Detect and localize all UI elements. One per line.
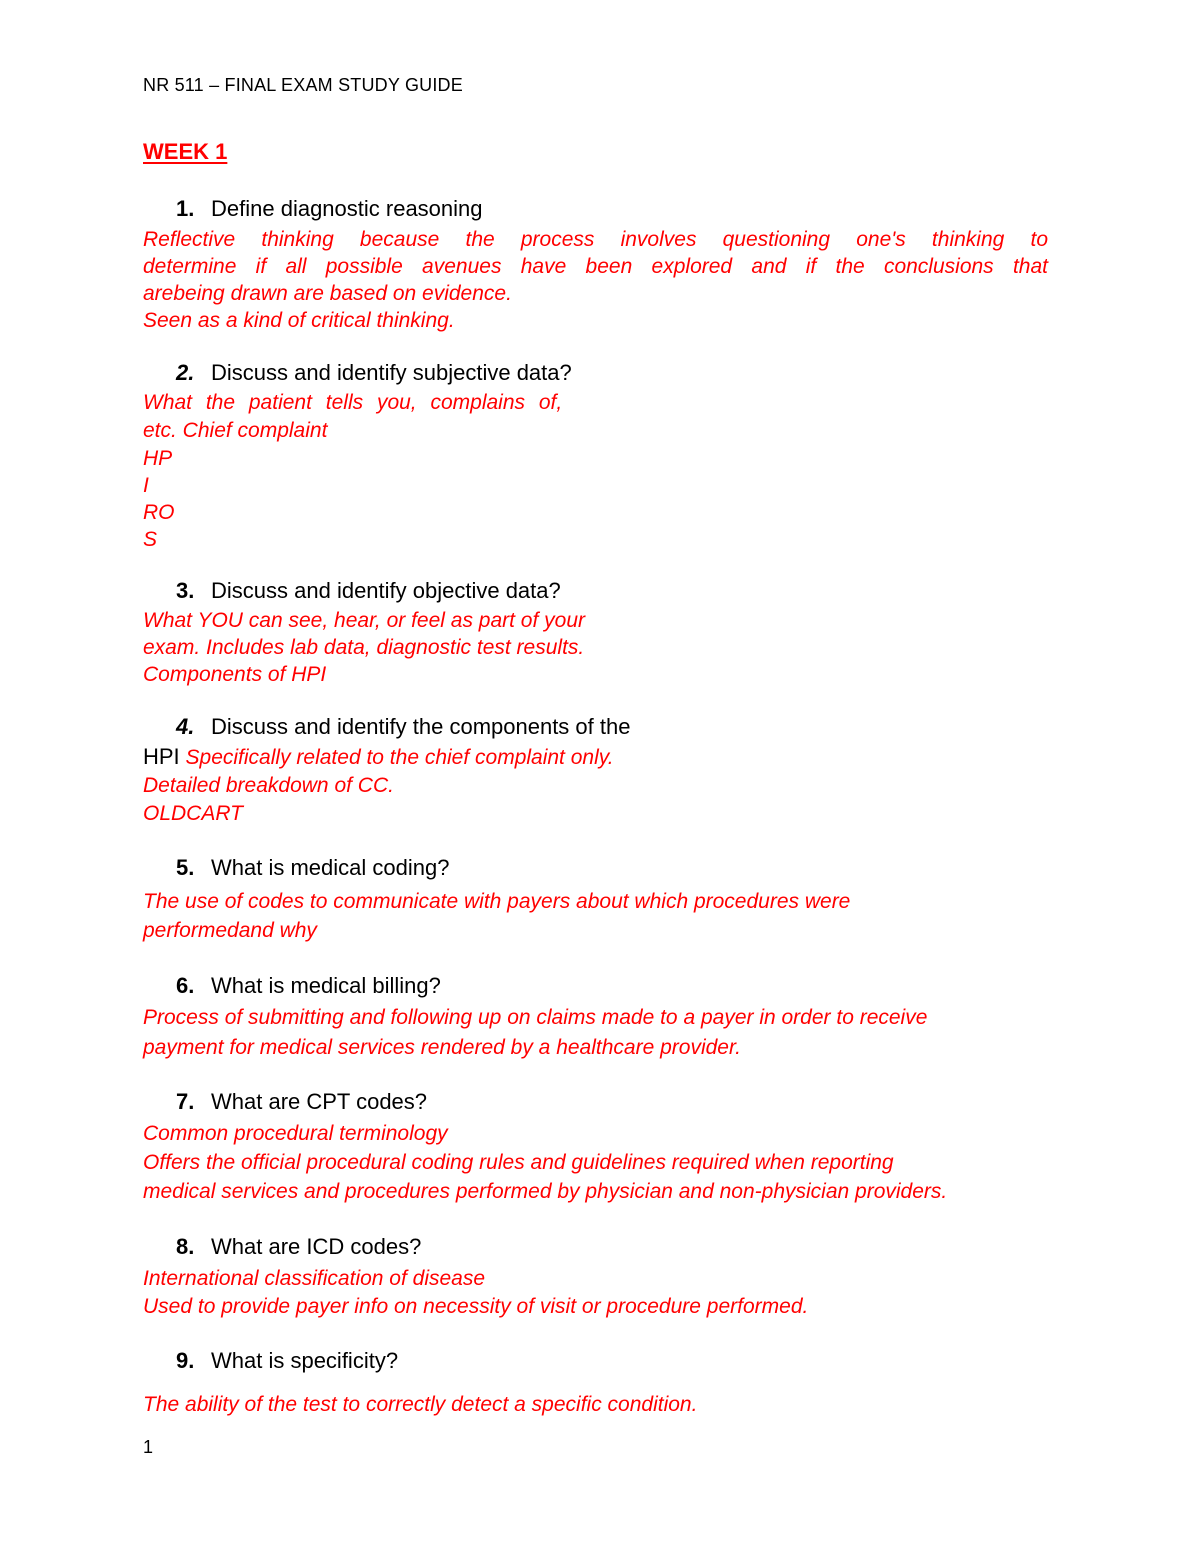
question-8 (176, 1234, 421, 1260)
question-number: 7. (176, 1089, 195, 1114)
answer-8-line-2: Used to provide payer info on necessity of visit or procedure performed. (143, 1295, 809, 1318)
answer-2-line-5: RO (143, 501, 175, 524)
page-number: 1 (143, 1437, 154, 1457)
question-continuation: HPI (143, 744, 180, 769)
answer-3-line-3: Components of HPI (143, 663, 327, 686)
question-number: 8. (176, 1234, 195, 1259)
question-number: 6. (176, 973, 195, 998)
answer-2-line-2: etc. Chief complaint (143, 419, 328, 442)
question-text: What is medical billing? (211, 973, 441, 998)
answer-7-line-1: Common procedural terminology (143, 1122, 448, 1145)
section-heading: WEEK 1 (143, 139, 228, 164)
question-5 (176, 855, 449, 881)
question-number: 2. (176, 360, 195, 385)
answer-7-line-3: medical services and procedures performed by physician and non-physician providers. (143, 1180, 948, 1203)
answer-2-line-1: What the patient tells you, complains of, (143, 391, 563, 414)
answer-6-line-1: Process of submitting and following up on claims made to a payer in order to receive (143, 1006, 928, 1029)
answer-4-line-2: Detailed breakdown of CC. (143, 774, 394, 797)
question-text: What are CPT codes? (211, 1089, 428, 1114)
question-text: Define diagnostic reasoning (211, 196, 483, 221)
question-1 (176, 196, 483, 222)
question-text: What is specificity? (211, 1348, 399, 1373)
question-number: 9. (176, 1348, 195, 1373)
question-3 (176, 578, 561, 604)
question-text: What are ICD codes? (211, 1234, 422, 1259)
answer-5-line-2: performedand why (143, 919, 317, 942)
question-number: 3. (176, 578, 195, 603)
question-text: Discuss and identify objective data? (211, 578, 561, 603)
answer-9-line-1: The ability of the test to correctly detect a specific condition. (143, 1393, 698, 1416)
answer-2-line-4: I (143, 474, 149, 497)
question-7 (176, 1089, 427, 1115)
answer-7-line-2: Offers the official procedural coding rules and guidelines required when reporting (143, 1151, 894, 1174)
question-number: 4. (176, 714, 195, 739)
answer-8-line-1: International classification of disease (143, 1267, 486, 1290)
answer-3-line-1: What YOU can see, hear, or feel as part of your (143, 609, 586, 632)
question-number: 5. (176, 855, 195, 880)
answer-6-line-2: payment for medical services rendered by a healthcare provider. (143, 1036, 742, 1059)
question-4 (176, 714, 630, 740)
question-9 (176, 1348, 398, 1374)
question-text: Discuss and identify the components of the (211, 714, 631, 739)
answer-3-line-2: exam. Includes lab data, diagnostic test results. (143, 636, 585, 659)
answer-1-line-1: Reflective thinking because the process involves questioning one's thinking to (143, 228, 1048, 251)
answer-2-line-6: S (143, 528, 158, 551)
running-header: NR 511 – FINAL EXAM STUDY GUIDE (143, 75, 463, 95)
question-number: 1. (176, 196, 195, 221)
question-6 (176, 973, 441, 999)
answer-4-line-1 (143, 743, 614, 771)
answer-5-line-1: The use of codes to communicate with payers about which procedures were (143, 890, 851, 913)
answer-1-line-2: determine if all possible avenues have been explored and if the conclusions that (143, 255, 1048, 278)
question-text: Discuss and identify subjective data? (211, 360, 572, 385)
answer-text: Specifically related to the chief complaint only. (185, 746, 614, 769)
question-text: What is medical coding? (211, 855, 450, 880)
question-2 (176, 360, 572, 386)
answer-2-line-3: HP (143, 447, 173, 470)
answer-4-line-3: OLDCART (143, 802, 243, 825)
answer-1-line-3: arebeing drawn are based on evidence. (143, 282, 512, 305)
answer-1-line-4: Seen as a kind of critical thinking. (143, 309, 455, 332)
